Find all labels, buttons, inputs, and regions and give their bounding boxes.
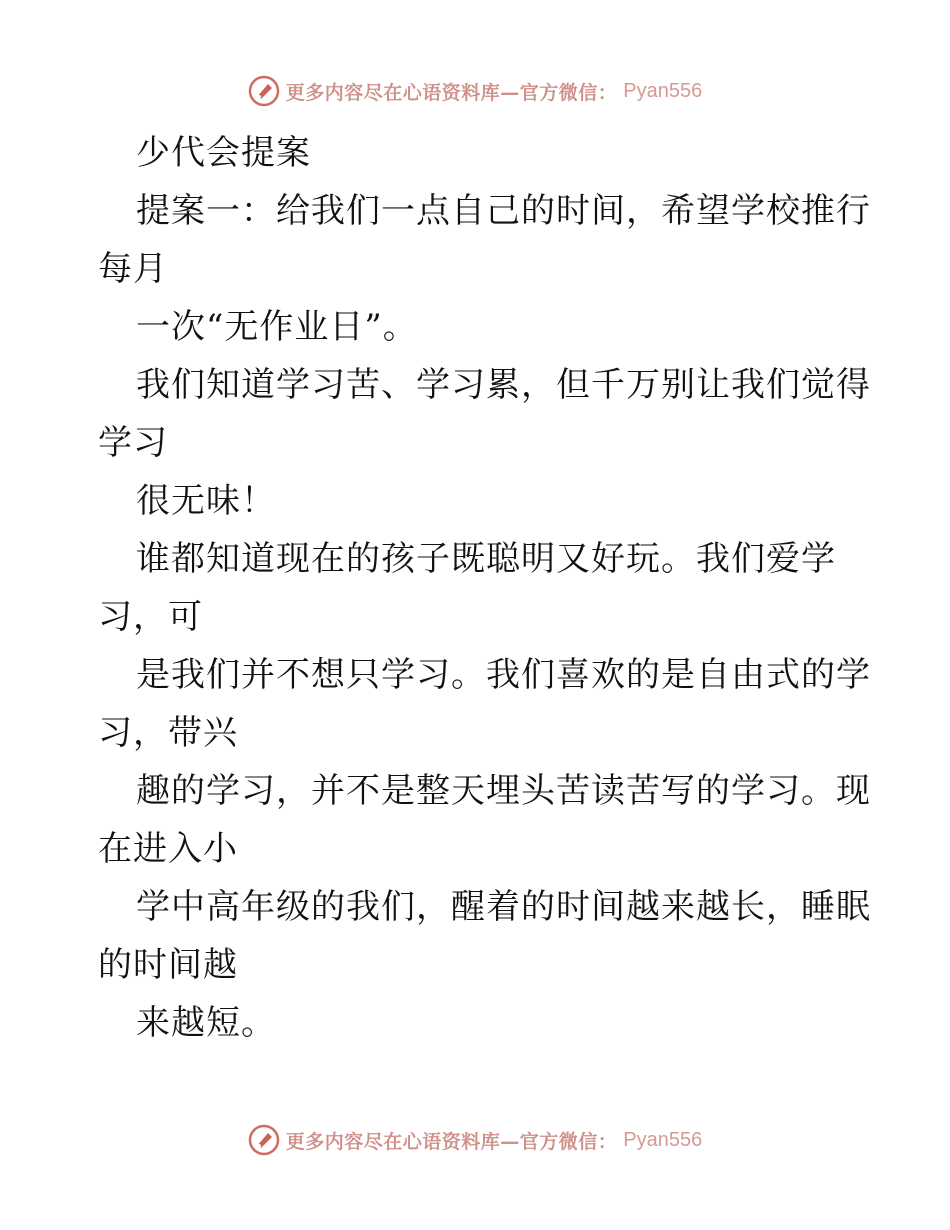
text-line: 在进入小 — [98, 829, 238, 869]
text-line: 每月 — [98, 249, 168, 289]
watermark-handle: Pyan556 — [623, 1128, 703, 1151]
text-line: 习，可 — [98, 597, 203, 637]
document-body — [98, 124, 871, 1052]
watermark-text: 更多内容尽在心语资料库—官方微信： — [285, 81, 618, 104]
text-line: 我们知道学习苦、学习累，但千万别让我们觉得 — [136, 365, 871, 405]
text-line: 一次“无作业日”。 — [136, 307, 418, 347]
text-line: 来越短。 — [136, 1003, 276, 1043]
footer-watermark — [0, 1120, 950, 1160]
text-line: 学习 — [98, 423, 168, 463]
watermark-handle: Pyan556 — [623, 79, 703, 102]
text-line: 趣的学习，并不是整天埋头苦读苦写的学习。现 — [136, 771, 871, 811]
text-line: 提案一：给我们一点自己的时间，希望学校推行 — [136, 191, 871, 231]
text-line: 是我们并不想只学习。我们喜欢的是自由式的学 — [136, 655, 871, 695]
pen-logo-icon — [248, 1124, 280, 1156]
watermark-text: 更多内容尽在心语资料库—官方微信： — [285, 1130, 618, 1153]
header-watermark — [0, 71, 950, 111]
text-line: 的时间越 — [98, 945, 238, 985]
text-line: 少代会提案 — [136, 133, 311, 173]
text-line: 谁都知道现在的孩子既聪明又好玩。我们爱学 — [136, 539, 836, 579]
text-line: 学中高年级的我们，醒着的时间越来越长，睡眠 — [136, 887, 871, 927]
text-line: 习，带兴 — [98, 713, 238, 753]
text-line: 很无味！ — [136, 481, 276, 521]
pen-logo-icon — [248, 75, 280, 107]
